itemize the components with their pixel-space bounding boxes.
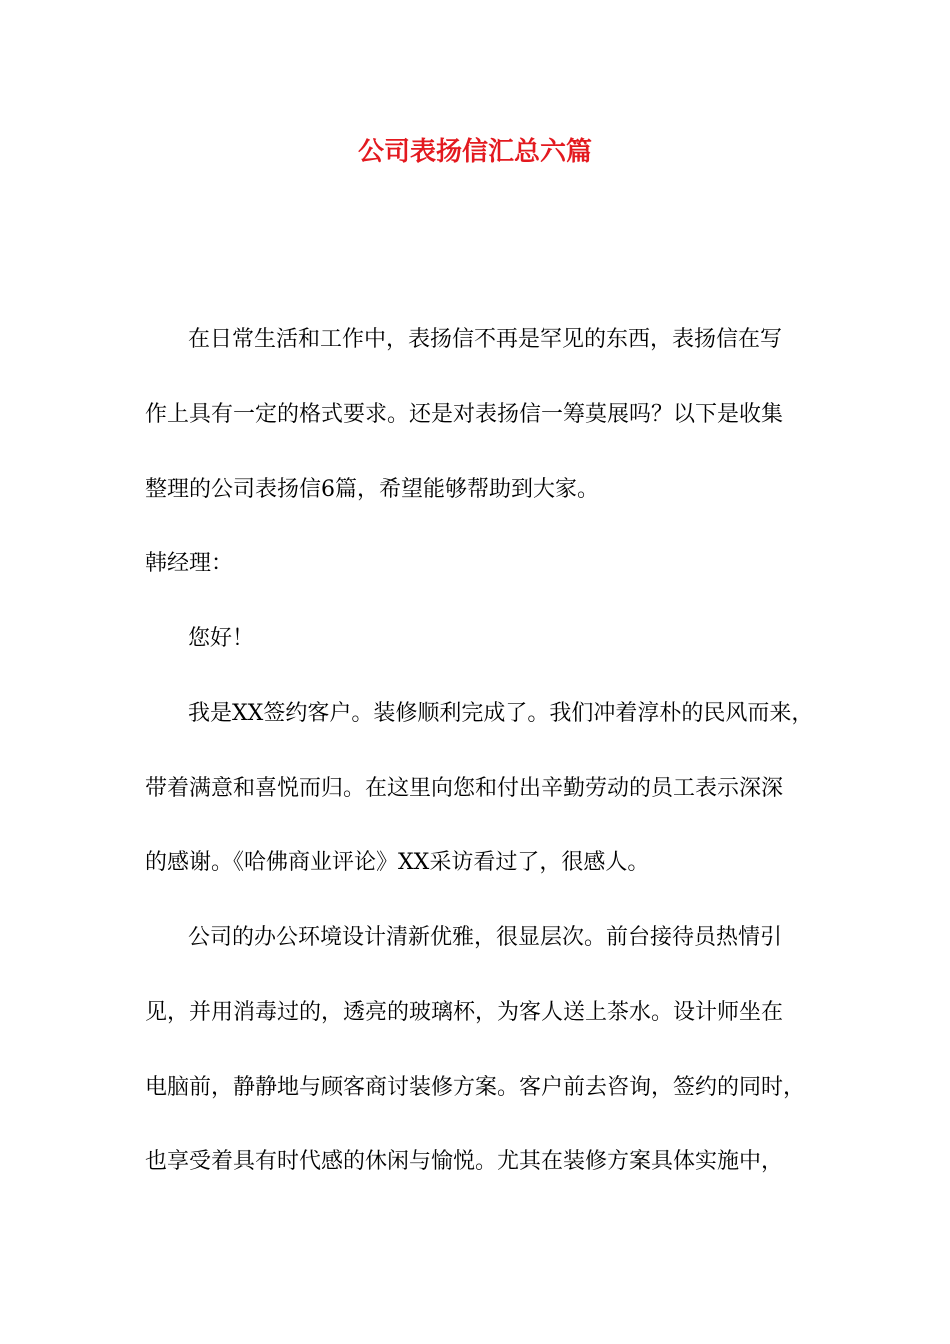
paragraph-line: 电脑前，静静地与顾客商讨装修方案。客户前去咨询，签约的同时， xyxy=(145,1075,806,1100)
paragraph-line: 的感谢。《哈佛商业评论》XX采访看过了，很感人。 xyxy=(145,850,650,875)
paragraph-line: 整理的公司表扬信6篇，希望能够帮助到大家。 xyxy=(145,477,599,502)
paragraph-line: 带着满意和喜悦而归。在这里向您和付出辛勤劳动的员工表示深深 xyxy=(145,776,784,801)
document-title: 公司表扬信汇总六篇 xyxy=(357,137,592,167)
greeting-line: 您好！ xyxy=(188,626,255,651)
paragraph-line: 也享受着具有时代感的休闲与愉悦。尤其在装修方案具体实施中， xyxy=(145,1149,784,1174)
paragraph-line: 我是XX签约客户。装修顺利完成了。我们冲着淳朴的民风而来， xyxy=(188,701,814,726)
paragraph-line: 公司的办公环境设计清新优雅，很显层次。前台接待员热情引 xyxy=(188,925,783,950)
paragraph-line: 见，并用消毒过的，透亮的玻璃杯，为客人送上茶水。设计师坐在 xyxy=(145,1000,784,1025)
paragraph-line: 作上具有一定的格式要求。还是对表扬信一筹莫展吗？以下是收集 xyxy=(145,402,784,427)
paragraph-line: 在日常生活和工作中，表扬信不再是罕见的东西，表扬信在写 xyxy=(188,327,783,352)
salutation-line: 韩经理： xyxy=(145,551,234,576)
